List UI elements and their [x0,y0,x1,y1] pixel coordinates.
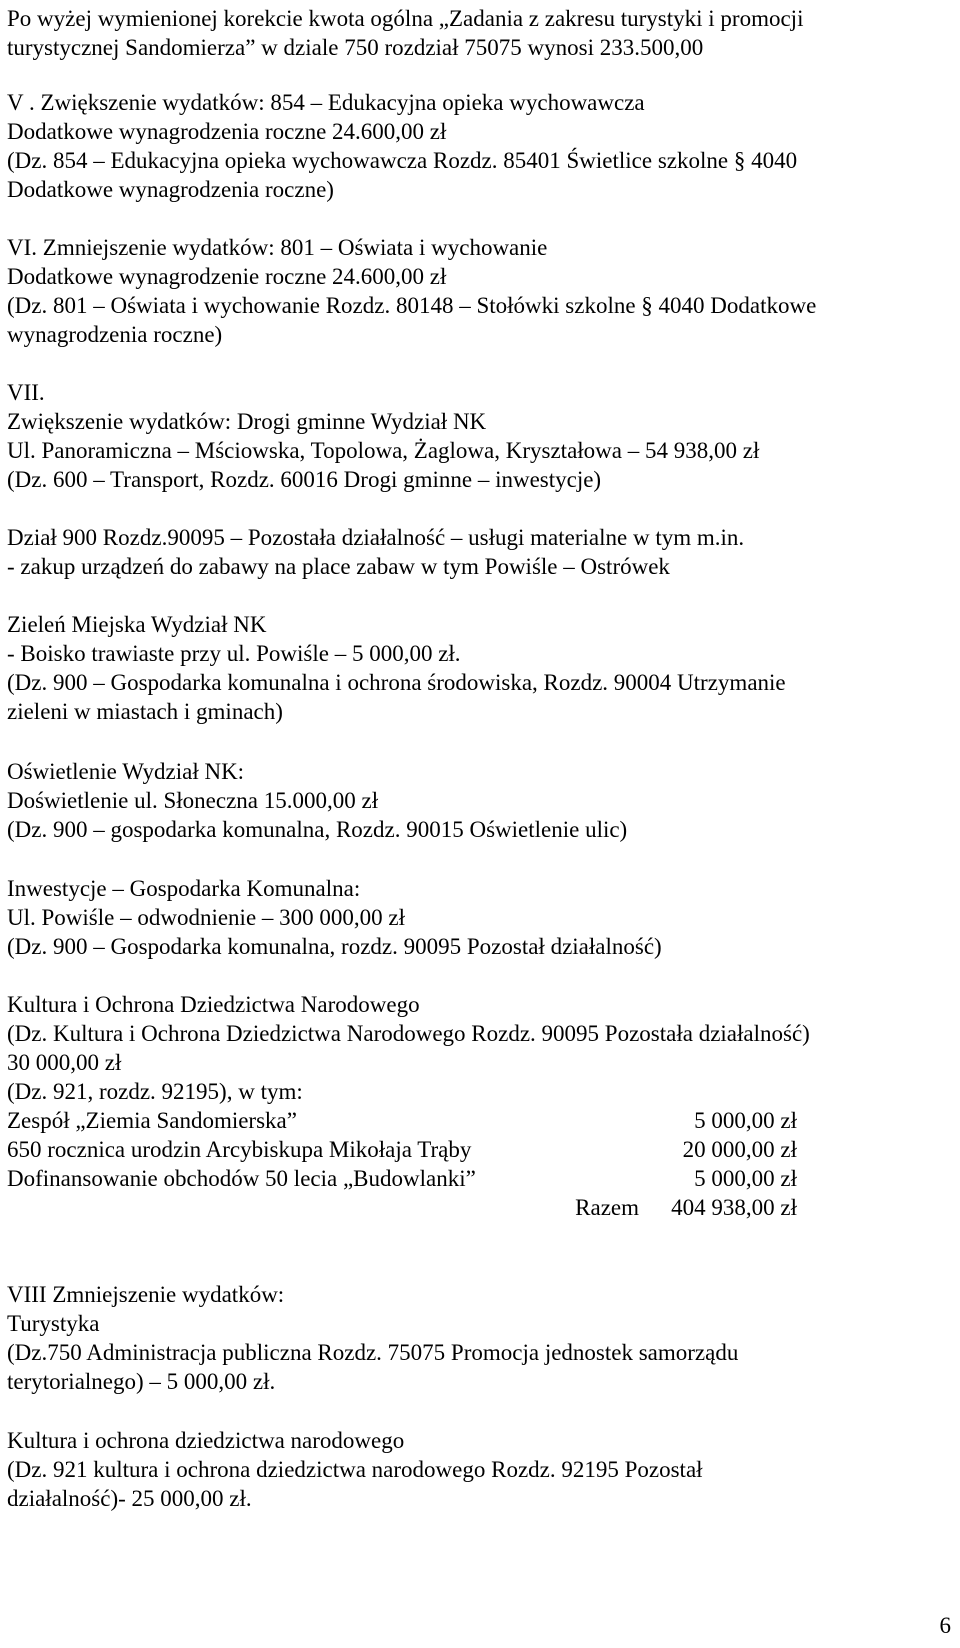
text-line: (Dz. 900 – Gospodarka komunalna i ochrona środowiska, Rozdz. 90004 Utrzymanie [7,670,786,695]
total-label: Razem [575,1195,639,1220]
section-v [7,88,947,204]
budget-item-label: 650 rocznica urodzin Arcybiskupa Mikołaja Trąby [7,1137,472,1162]
budget-item-row [7,1106,947,1135]
total-amount: 404 938,00 zł [671,1195,797,1220]
budget-item-row [7,1164,947,1193]
intro-paragraph [7,4,947,62]
section-viii [7,1280,947,1396]
text-line: VI. Zmniejszenie wydatków: 801 – Oświata i wychowanie [7,235,548,260]
text-line: Doświetlenie ul. Słoneczna 15.000,00 zł [7,788,379,813]
subsection-title: Kultura i ochrona dziedzictwa narodowego [7,1428,405,1453]
budget-item-amount: 20 000,00 zł [682,1137,797,1162]
text-line: - Boisko trawiaste przy ul. Powiśle – 5 000,00 zł. [7,641,461,666]
text-line: Dodatkowe wynagrodzenie roczne 24.600,00 zł [7,264,447,289]
text-line: (Dz. 600 – Transport, Rozdz. 60016 Drogi gminne – inwestycje) [7,467,602,492]
subsection-title: Inwestycje – Gospodarka Komunalna: [7,876,361,901]
text-line: Dodatkowe wynagrodzenia roczne) [7,177,334,202]
text-line: wynagrodzenia roczne) [7,322,223,347]
section-vii [7,378,947,494]
text-line: Dodatkowe wynagrodzenia roczne 24.600,00 zł [7,119,447,144]
budget-item-amount: 5 000,00 zł [694,1166,797,1191]
text-line: Dział 900 Rozdz.90095 – Pozostała działalność – usługi materialne w tym m.in. [7,525,745,550]
inwestycje [7,874,947,961]
section-heading: VIII Zmniejszenie wydatków: [7,1282,285,1307]
oswietlenie [7,757,947,844]
text-line: Po wyżej wymienionej korekcie kwota ogólna „Zadania z zakresu turystyki i promocji [7,6,804,31]
text-line: działalność)- 25 000,00 zł. [7,1486,252,1511]
text-line: (Dz. 921, rozdz. 92195), w tym: [7,1079,303,1104]
zielen-miejska [7,610,947,726]
text-line: turystycznej Sandomierza” w dziale 750 rozdział 75075 wynosi 233.500,00 [7,35,704,60]
text-line: - zakup urządzeń do zabawy na place zabaw w tym Powiśle – Ostrówek [7,554,670,579]
subsection-title: Kultura i Ochrona Dziedzictwa Narodowego [7,992,420,1017]
text-line: zieleni w miastach i gminach) [7,699,283,724]
text-line: (Dz.750 Administracja publiczna Rozdz. 75075 Promocja jednostek samorządu [7,1340,739,1365]
kultura-section [7,990,947,1222]
section-heading: VII. [7,380,45,405]
text-line: (Dz. 900 – Gospodarka komunalna, rozdz. 90095 Pozostał działalność) [7,934,662,959]
budget-item-label: Dofinansowanie obchodów 50 lecia „Budowlanki” [7,1166,476,1191]
subsection-title: Oświetlenie Wydział NK: [7,759,245,784]
dzial-900 [7,523,947,581]
total-row [7,1193,947,1222]
budget-item-amount: 5 000,00 zł [694,1108,797,1133]
section-title: Turystyka [7,1311,100,1336]
text-line: 30 000,00 zł [7,1050,122,1075]
page-number: 6 [939,1613,951,1638]
subsection-title: Zieleń Miejska Wydział NK [7,612,267,637]
text-line: Ul. Powiśle – odwodnienie – 300 000,00 zł [7,905,405,930]
text-line: (Dz. 921 kultura i ochrona dziedzictwa narodowego Rozdz. 92195 Pozostał [7,1457,703,1482]
text-line: V . Zwiększenie wydatków: 854 – Edukacyjna opieka wychowawcza [7,90,645,115]
text-line: terytorialnego) – 5 000,00 zł. [7,1369,276,1394]
budget-item-label: Zespół „Ziemia Sandomierska” [7,1108,297,1133]
kultura-section-2 [7,1426,947,1513]
section-vi [7,233,947,349]
text-line: (Dz. 900 – gospodarka komunalna, Rozdz. 90015 Oświetlenie ulic) [7,817,628,842]
text-line: Ul. Panoramiczna – Mściowska, Topolowa, Żaglowa, Kryształowa – 54 938,00 zł [7,438,760,463]
budget-item-row [7,1135,947,1164]
text-line: (Dz. 854 – Edukacyjna opieka wychowawcza Rozdz. 85401 Świetlice szkolne § 4040 [7,148,798,173]
section-title: Zwiększenie wydatków: Drogi gminne Wydział NK [7,409,487,434]
text-line: (Dz. 801 – Oświata i wychowanie Rozdz. 80148 – Stołówki szkolne § 4040 Dodatkowe [7,293,817,318]
text-line: (Dz. Kultura i Ochrona Dziedzictwa Narodowego Rozdz. 90095 Pozostała działalność) [7,1021,810,1046]
